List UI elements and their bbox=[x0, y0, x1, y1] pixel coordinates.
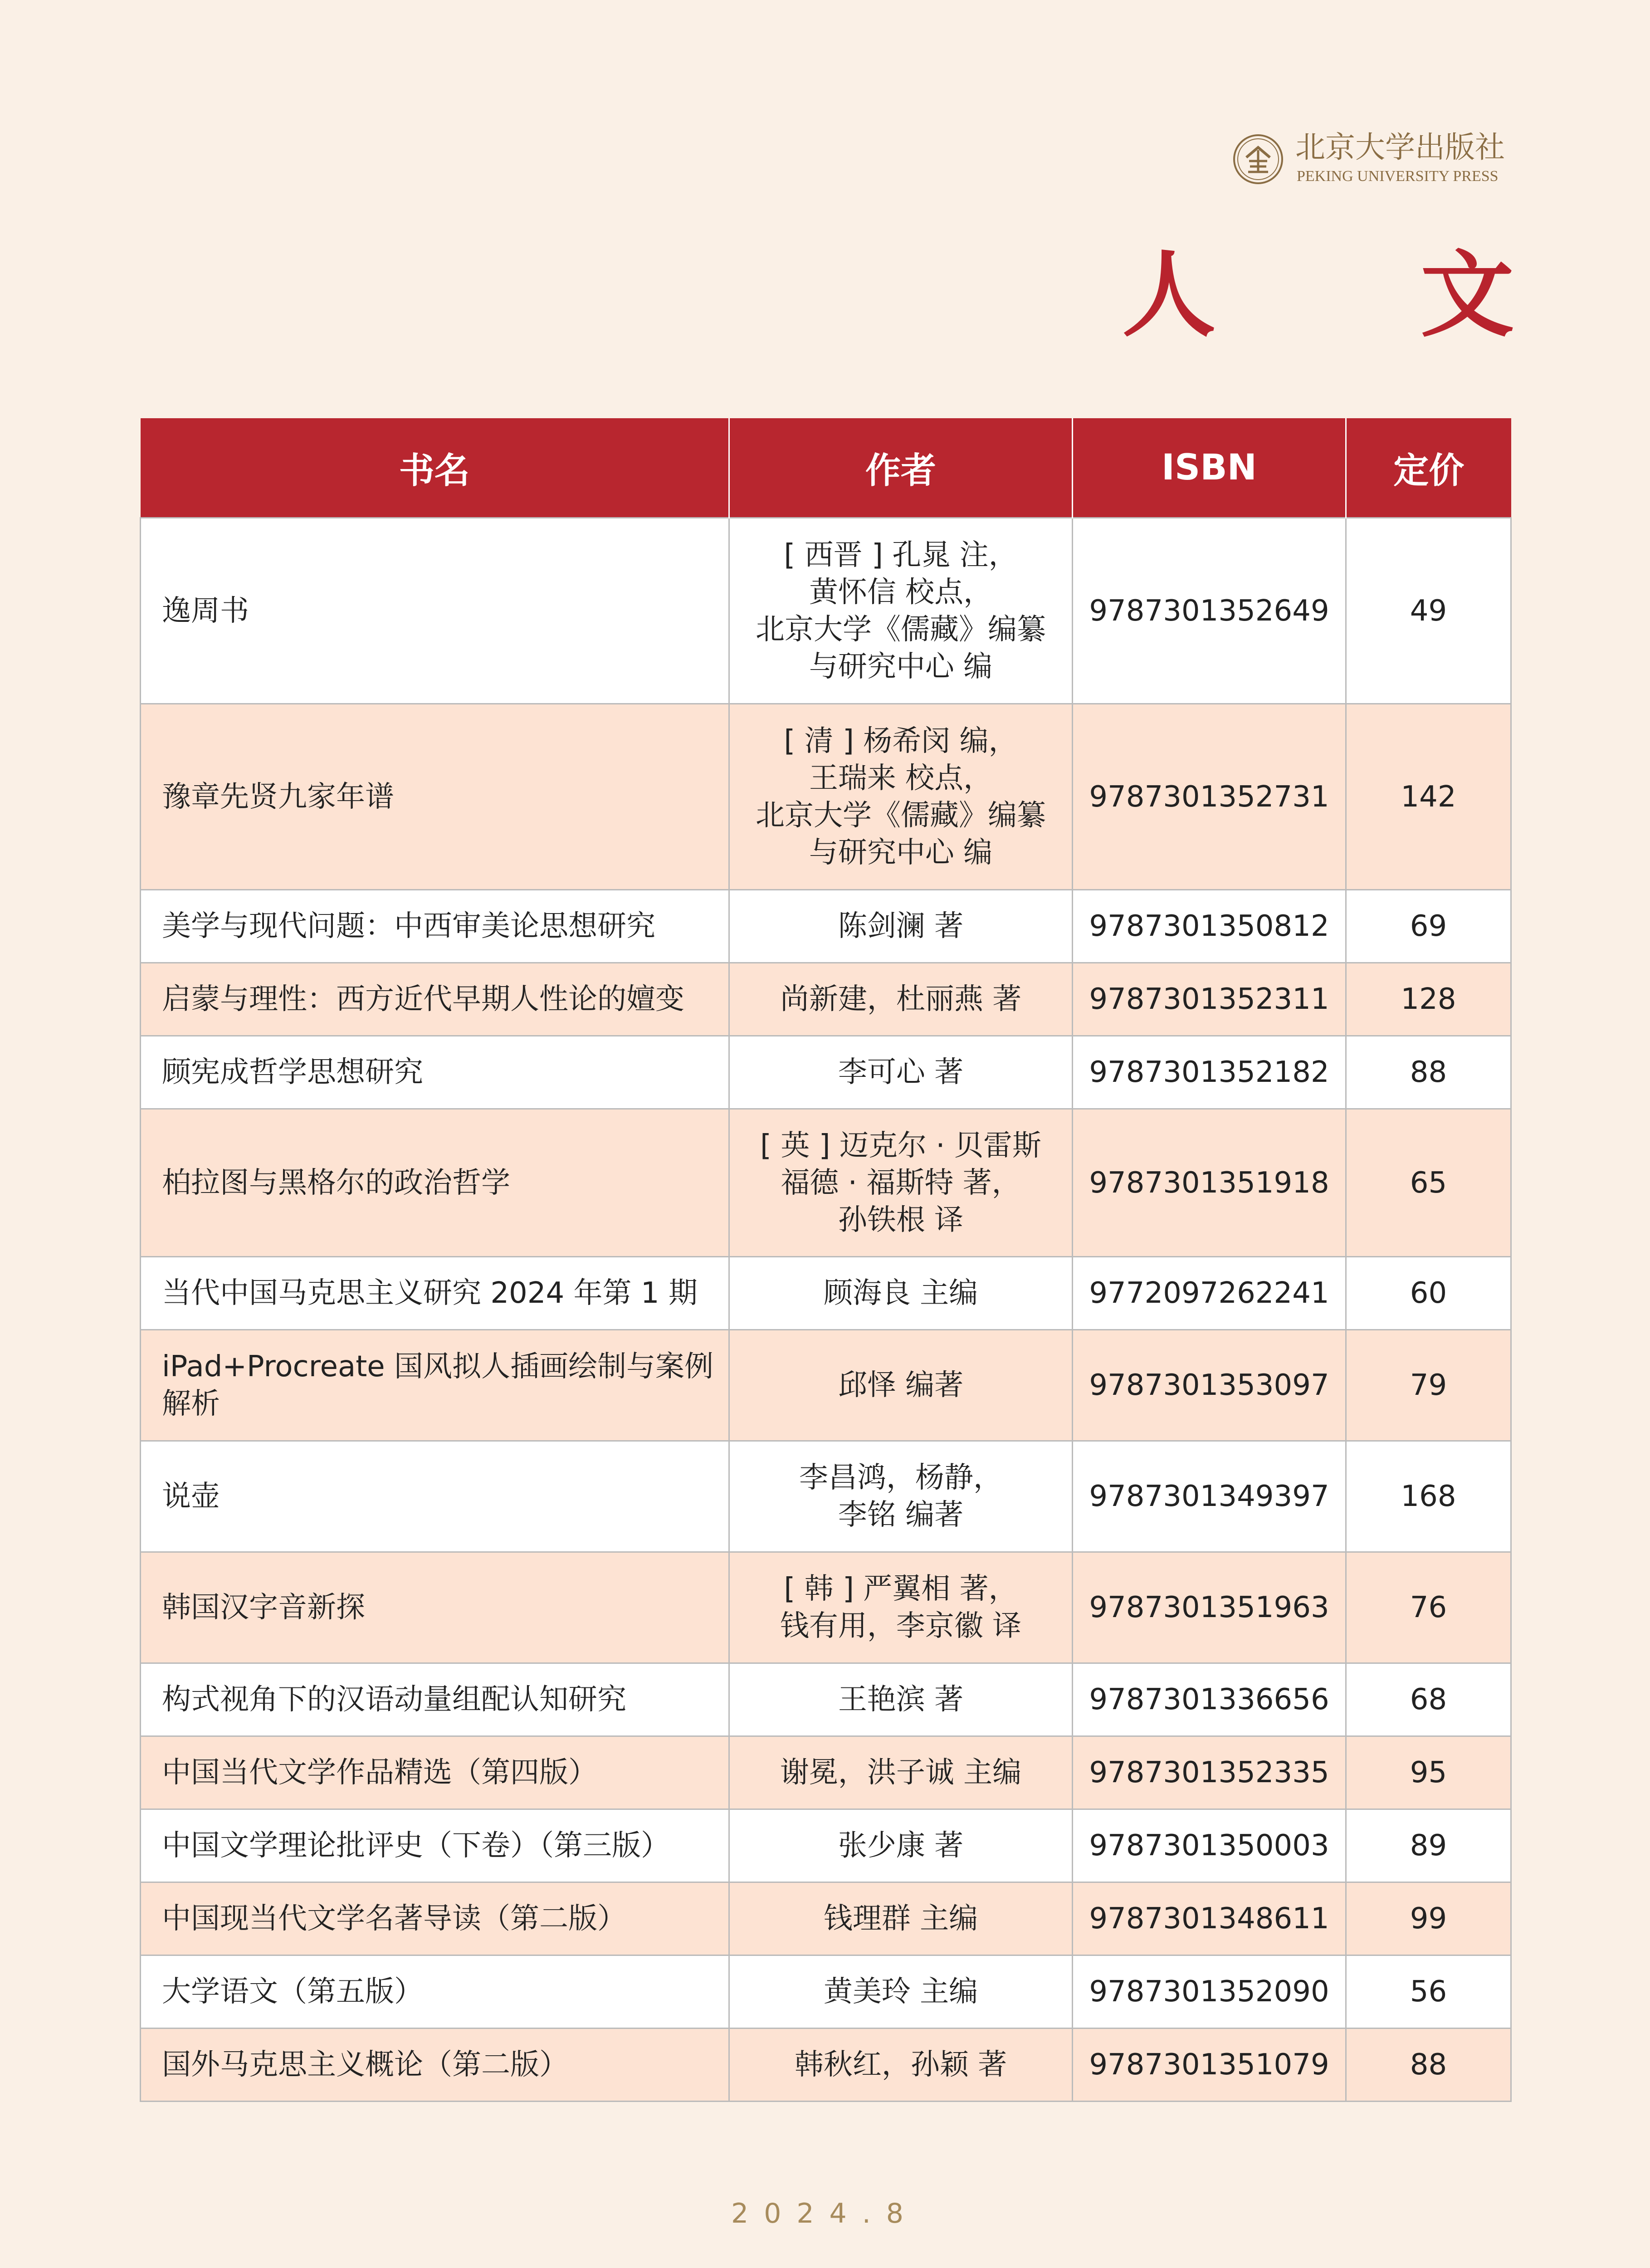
book-price-cell: 128 bbox=[1346, 963, 1511, 1036]
book-title-cell: 柏拉图与黑格尔的政治哲学 bbox=[141, 1109, 729, 1257]
seal-icon bbox=[1233, 134, 1284, 185]
book-price-cell: 76 bbox=[1346, 1552, 1511, 1663]
author-line: 福德 · 福斯特 著， bbox=[781, 1166, 1021, 1200]
table-row bbox=[141, 890, 1511, 963]
book-title-cell: iPad+Procreate 国风拟人插画绘制与案例解析 bbox=[141, 1330, 729, 1441]
book-isbn-cell: 9787301352731 bbox=[1073, 704, 1346, 890]
book-author-cell bbox=[729, 1552, 1073, 1663]
book-isbn-cell: 9787301352182 bbox=[1073, 1036, 1346, 1109]
author-line: [ 英 ] 迈克尔 · 贝雷斯 bbox=[760, 1129, 1041, 1163]
book-isbn-cell: 9787301348611 bbox=[1073, 1882, 1346, 1955]
table-row bbox=[141, 1955, 1511, 2028]
author-line: 尚新建，杜丽燕 著 bbox=[780, 982, 1022, 1016]
book-isbn-cell: 9787301350003 bbox=[1073, 1809, 1346, 1882]
table-row bbox=[141, 1663, 1511, 1736]
table-row bbox=[141, 704, 1511, 890]
book-author-cell bbox=[729, 1330, 1073, 1441]
book-isbn-cell: 9787301351963 bbox=[1073, 1552, 1346, 1663]
author-line: 王瑞来 校点， bbox=[809, 761, 993, 795]
section-title: 人 文 bbox=[1122, 240, 1600, 350]
book-price-cell: 95 bbox=[1346, 1736, 1511, 1809]
book-title-cell: 逸周书 bbox=[141, 518, 729, 704]
table-row bbox=[141, 2028, 1511, 2102]
book-isbn-cell: 9787301351079 bbox=[1073, 2028, 1346, 2102]
book-title-cell: 中国现当代文学名著导读（第二版） bbox=[141, 1882, 729, 1955]
book-price-cell: 60 bbox=[1346, 1257, 1511, 1330]
book-price-cell: 65 bbox=[1346, 1109, 1511, 1257]
table-row bbox=[141, 963, 1511, 1036]
book-title-cell: 豫章先贤九家年谱 bbox=[141, 704, 729, 890]
table-row bbox=[141, 518, 1511, 704]
author-line: 与研究中心 编 bbox=[809, 836, 993, 870]
book-author-cell bbox=[729, 963, 1073, 1036]
author-line: 黄怀信 校点， bbox=[809, 575, 993, 609]
book-table bbox=[140, 418, 1512, 2102]
book-price-cell: 99 bbox=[1346, 1882, 1511, 1955]
author-line: 李可心 著 bbox=[838, 1056, 964, 1089]
header-title: 书名 bbox=[141, 418, 729, 518]
table-row bbox=[141, 1036, 1511, 1109]
author-line: 黄美玲 主编 bbox=[823, 1975, 978, 2009]
table-row bbox=[141, 1441, 1511, 1552]
book-isbn-cell: 9772097262241 bbox=[1073, 1257, 1346, 1330]
book-author-cell bbox=[729, 1441, 1073, 1552]
author-line: [ 西晋 ] 孔晁 注， bbox=[784, 538, 1018, 572]
author-line: 与研究中心 编 bbox=[809, 650, 993, 684]
author-line: 邱怿 编著 bbox=[838, 1369, 964, 1402]
author-line: 陈剑澜 著 bbox=[838, 909, 964, 943]
book-isbn-cell: 9787301352335 bbox=[1073, 1736, 1346, 1809]
header-isbn: ISBN bbox=[1073, 418, 1346, 518]
book-isbn-cell: 9787301352311 bbox=[1073, 963, 1346, 1036]
book-isbn-cell: 9787301352090 bbox=[1073, 1955, 1346, 2028]
book-author-cell bbox=[729, 1809, 1073, 1882]
author-line: 张少康 著 bbox=[838, 1829, 964, 1862]
book-title-cell: 中国文学理论批评史（下卷）（第三版） bbox=[141, 1809, 729, 1882]
book-isbn-cell: 9787301336656 bbox=[1073, 1663, 1346, 1736]
book-title-cell: 构式视角下的汉语动量组配认知研究 bbox=[141, 1663, 729, 1736]
book-title-cell: 大学语文（第五版） bbox=[141, 1955, 729, 2028]
author-line: 北京大学《儒藏》编纂 bbox=[756, 798, 1046, 832]
book-author-cell bbox=[729, 1036, 1073, 1109]
author-line: 韩秋红，孙颖 著 bbox=[794, 2048, 1007, 2082]
book-isbn-cell: 9787301350812 bbox=[1073, 890, 1346, 963]
book-price-cell: 68 bbox=[1346, 1663, 1511, 1736]
author-line: 顾海良 主编 bbox=[823, 1276, 978, 1310]
table-row bbox=[141, 1736, 1511, 1809]
author-line: 王艳滨 著 bbox=[838, 1683, 964, 1716]
author-line: 李铭 编著 bbox=[838, 1498, 964, 1532]
book-isbn-cell: 9787301353097 bbox=[1073, 1330, 1346, 1441]
publisher-name-en: PEKING UNIVERSITY PRESS bbox=[1297, 168, 1499, 185]
author-line: 孙铁根 译 bbox=[838, 1203, 964, 1237]
publisher-logo bbox=[1233, 128, 1514, 192]
book-price-cell: 79 bbox=[1346, 1330, 1511, 1441]
book-author-cell bbox=[729, 1882, 1073, 1955]
author-line: 北京大学《儒藏》编纂 bbox=[756, 612, 1046, 646]
book-isbn-cell: 9787301352649 bbox=[1073, 518, 1346, 704]
table-row bbox=[141, 1330, 1511, 1441]
book-price-cell: 69 bbox=[1346, 890, 1511, 963]
book-author-cell bbox=[729, 1955, 1073, 2028]
book-author-cell bbox=[729, 890, 1073, 963]
book-author-cell bbox=[729, 1736, 1073, 1809]
book-title-cell: 中国当代文学作品精选（第四版） bbox=[141, 1736, 729, 1809]
book-title-cell: 顾宪成哲学思想研究 bbox=[141, 1036, 729, 1109]
author-line: 钱有用，李京徽 译 bbox=[780, 1609, 1022, 1643]
author-line: 谢冕，洪子诚 主编 bbox=[780, 1756, 1022, 1789]
book-author-cell bbox=[729, 1663, 1073, 1736]
table-row bbox=[141, 1809, 1511, 1882]
table-row bbox=[141, 1109, 1511, 1257]
book-title-cell: 当代中国马克思主义研究 2024 年第 1 期 bbox=[141, 1257, 729, 1330]
table-row bbox=[141, 1257, 1511, 1330]
book-price-cell: 168 bbox=[1346, 1441, 1511, 1552]
author-line: 钱理群 主编 bbox=[823, 1902, 978, 1936]
table-row bbox=[141, 1552, 1511, 1663]
book-isbn-cell: 9787301351918 bbox=[1073, 1109, 1346, 1257]
header-price: 定价 bbox=[1346, 418, 1511, 518]
book-title-cell: 韩国汉字音新探 bbox=[141, 1552, 729, 1663]
book-author-cell bbox=[729, 518, 1073, 704]
book-price-cell: 88 bbox=[1346, 1036, 1511, 1109]
book-price-cell: 88 bbox=[1346, 2028, 1511, 2102]
book-price-cell: 142 bbox=[1346, 704, 1511, 890]
author-line: [ 韩 ] 严翼相 著， bbox=[784, 1572, 1018, 1606]
book-title-cell: 国外马克思主义概论（第二版） bbox=[141, 2028, 729, 2102]
book-title-cell: 启蒙与理性：西方近代早期人性论的嬗变 bbox=[141, 963, 729, 1036]
table-body bbox=[141, 518, 1511, 2102]
table-row bbox=[141, 1882, 1511, 1955]
book-price-cell: 56 bbox=[1346, 1955, 1511, 2028]
header-author: 作者 bbox=[729, 418, 1073, 518]
book-title-cell: 美学与现代问题：中西审美论思想研究 bbox=[141, 890, 729, 963]
book-author-cell bbox=[729, 1109, 1073, 1257]
book-title-cell: 说壶 bbox=[141, 1441, 729, 1552]
book-author-cell bbox=[729, 1257, 1073, 1330]
book-isbn-cell: 9787301349397 bbox=[1073, 1441, 1346, 1552]
book-author-cell bbox=[729, 2028, 1073, 2102]
book-author-cell bbox=[729, 704, 1073, 890]
publisher-name-cn: 北京大学出版社 bbox=[1295, 130, 1505, 165]
author-line: 李昌鸿，杨静， bbox=[799, 1461, 1002, 1495]
table-header-row bbox=[141, 418, 1511, 518]
book-price-cell: 89 bbox=[1346, 1809, 1511, 1882]
book-price-cell: 49 bbox=[1346, 518, 1511, 704]
issue-date: 2024.8 bbox=[731, 2198, 919, 2229]
author-line: [ 清 ] 杨希闵 编， bbox=[784, 724, 1018, 758]
